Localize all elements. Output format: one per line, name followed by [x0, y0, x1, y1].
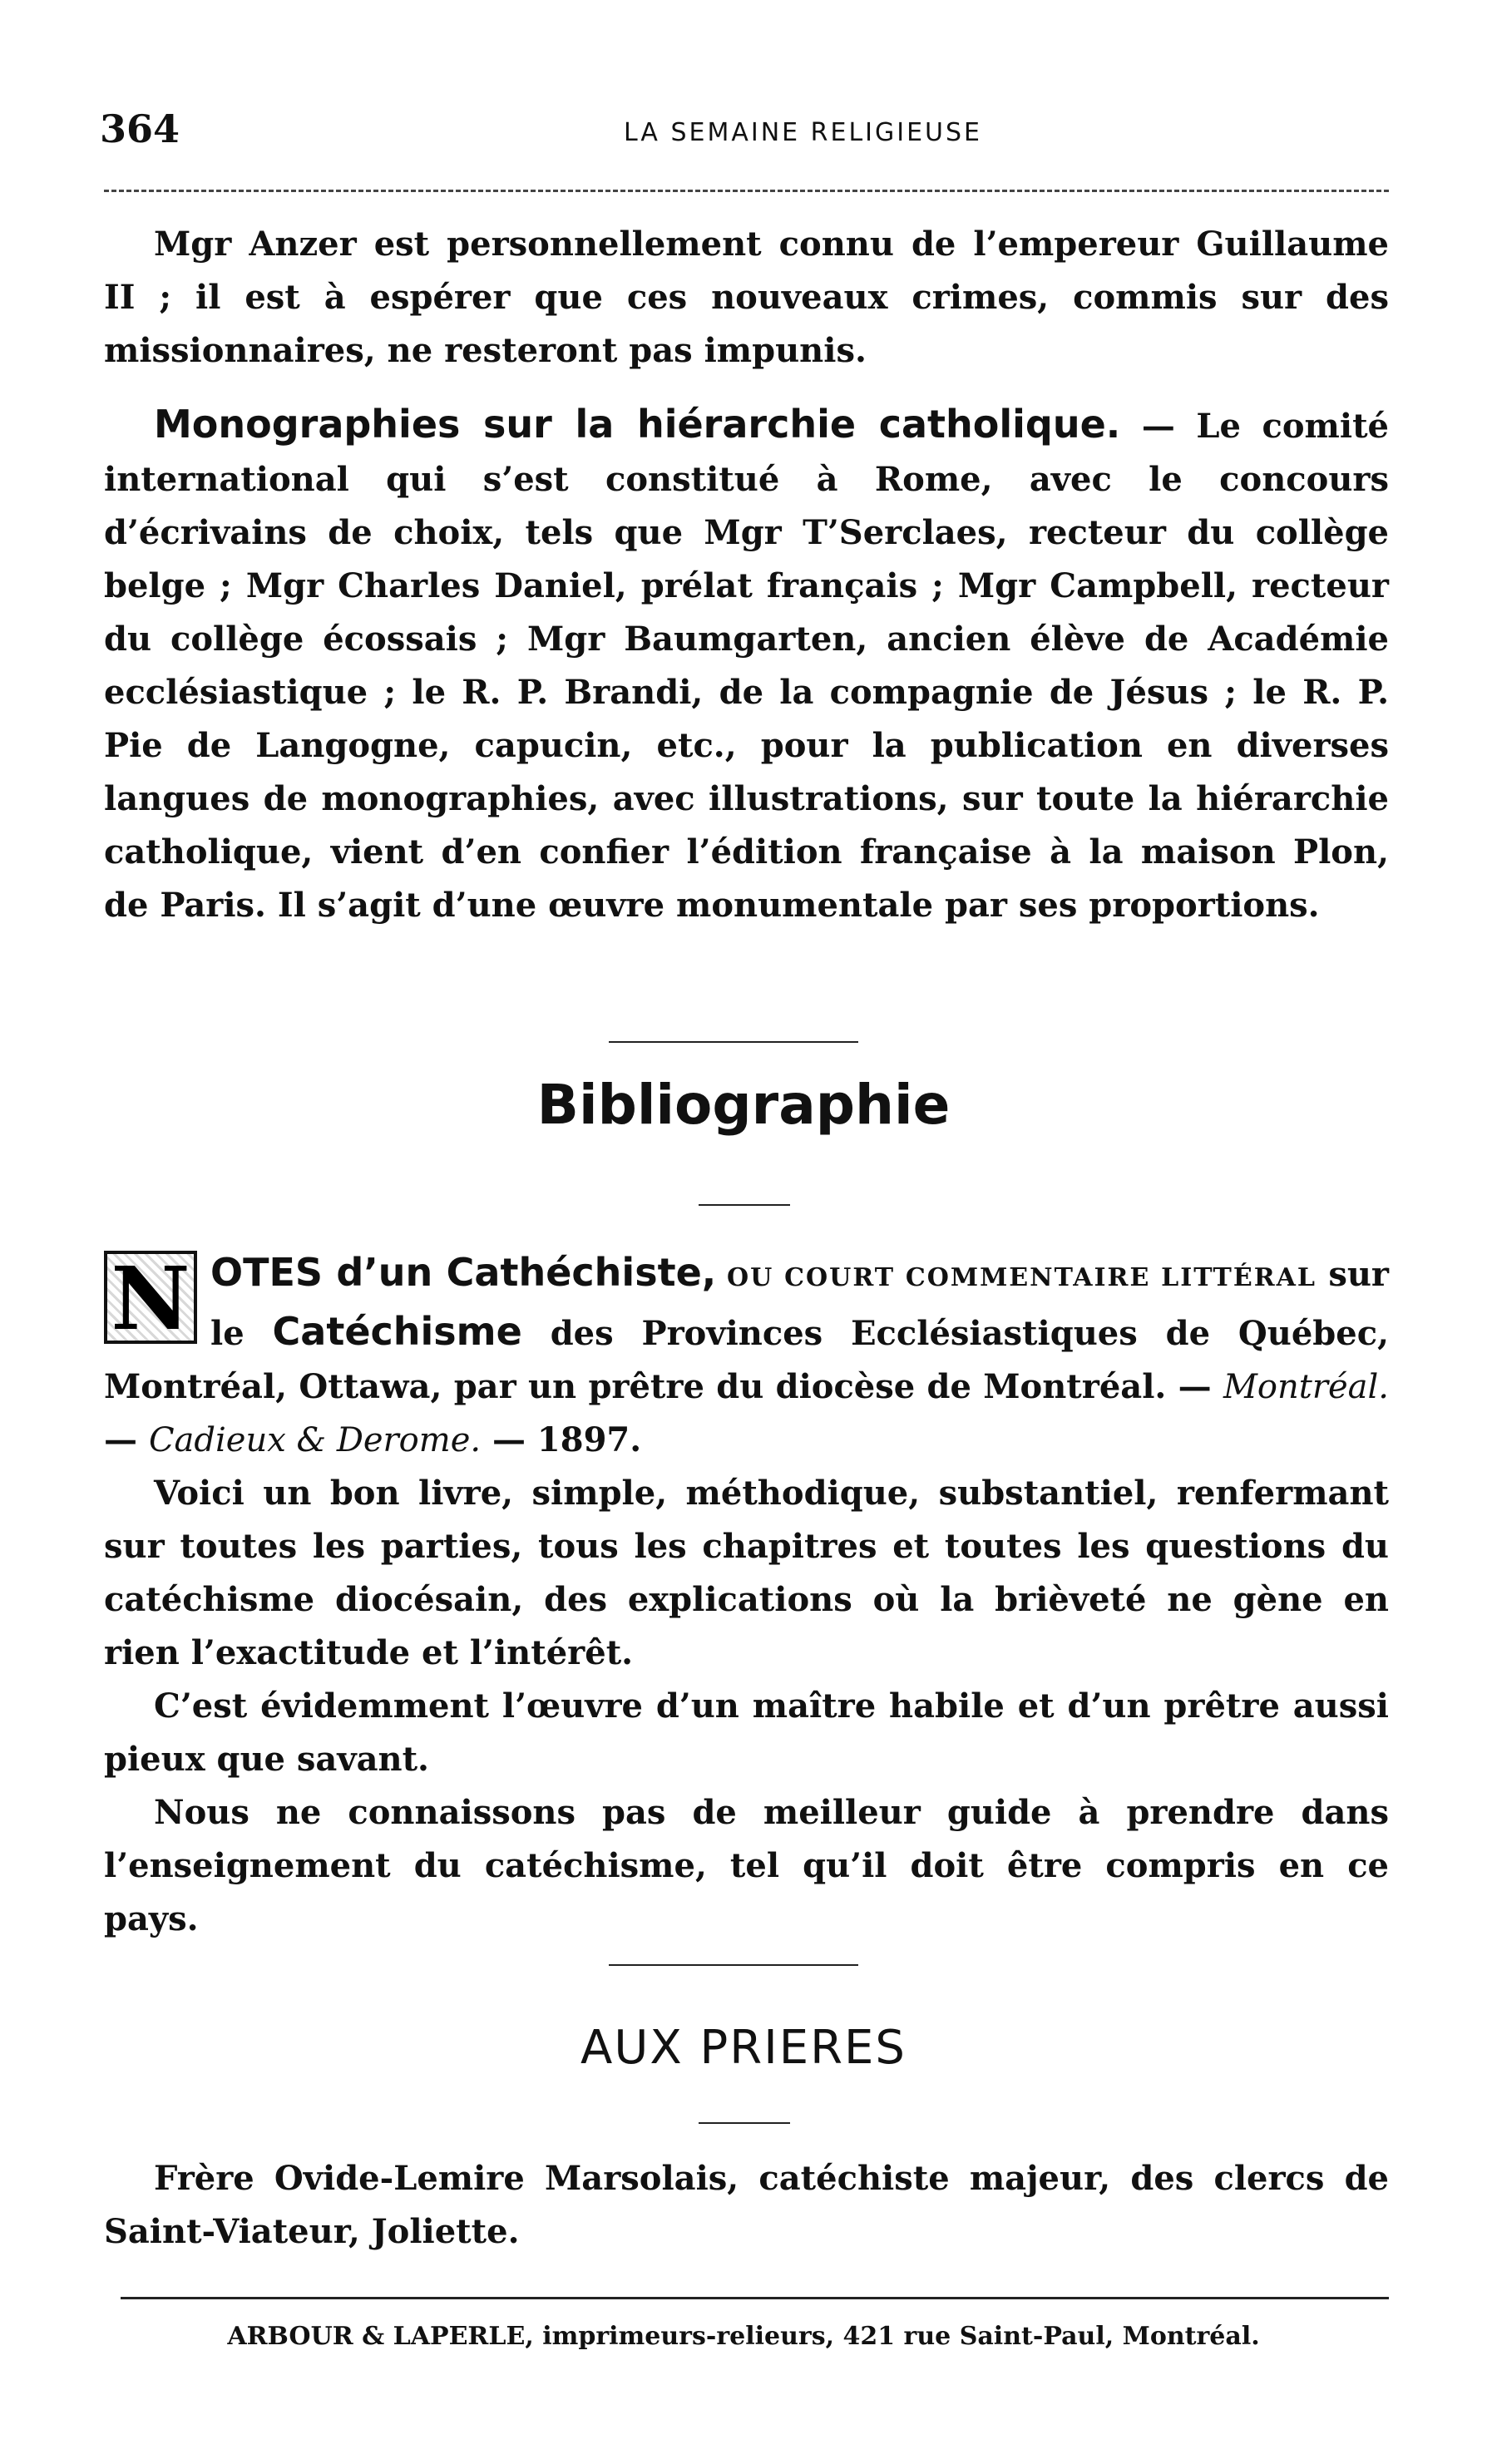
- section-divider-2: [609, 1964, 858, 1966]
- bibliography-publisher: Cadieux & Derome.: [148, 1421, 482, 1459]
- section-divider-1: [609, 1041, 858, 1043]
- page-header: [100, 106, 1389, 156]
- monographs-section: [104, 397, 1389, 932]
- prayers-section: [104, 2152, 1389, 2259]
- printer-imprint: ARBOUR & LAPERLE, imprimeurs-relieurs, 421 rue Saint-Paul, Montréal.: [227, 2322, 1260, 2351]
- bibliography-section: [104, 1246, 1389, 1946]
- dropcap-letter: N: [111, 1247, 190, 1350]
- bibliography-entry-mid: sur le: [210, 1255, 1389, 1353]
- monographs-paragraph: [104, 397, 1389, 932]
- bibliography-entry: [104, 1246, 1389, 1467]
- bibliography-entry-rest: des Provinces Ecclésiastiques de Québec, Montréal, Ottawa, par un prêtre du diocèse de Montréal. —: [104, 1314, 1389, 1406]
- bibliography-entry-title: OTES d’un Cathéchiste,: [210, 1250, 717, 1295]
- dropcap-ornament: [104, 1247, 197, 1350]
- bibliography-entry-subtitle: OU COURT COMMENTAIRE LITTÉRAL: [716, 1263, 1317, 1292]
- monographs-body: — Le comité international qui s’est constitué à Rome, avec le concours d’écrivains de choix, tels que Mgr T’Serclaes, recteur du collège belge ; Mgr Charles Daniel, prélat français ; Mgr Campbell, recteur du collège écossais ; Mgr Baumgarten, ancien élève de Académie ecclésiastique ; le R. P. Brandi, de la compagnie de Jésus ; le R. P. Pie de Langogne, capucin, etc., pour la publication en diverses langues de monographies, avec illustrations, sur toute la hiérarchie catholique, vient d’en confier l’édition française à la maison Plon, de Paris. Il s’agit d’une œuvre monumentale par ses proportions.: [104, 407, 1389, 925]
- bibliography-paragraph: C’est évidemment l’œuvre d’un maître habile et d’un prêtre aussi pieux que savant.: [104, 1686, 1389, 1779]
- header-divider: [104, 190, 1389, 192]
- monographs-heading: Monographies sur la hiérarchie catholique.: [154, 402, 1121, 447]
- prayers-title-rule: [699, 2122, 790, 2124]
- footer-divider: [121, 2297, 1389, 2299]
- bibliography-paragraph: Nous ne connaissons pas de meilleur guide à prendre dans l’enseignement du catéchisme, tel qu’il doit être compris en ce pays.: [104, 1793, 1389, 1938]
- bibliography-entry-title-2: Catéchisme: [272, 1309, 522, 1354]
- bibliography-separator: —: [104, 1420, 149, 1459]
- bibliography-place: Montréal.: [1223, 1368, 1389, 1406]
- page-number: 364: [100, 106, 180, 151]
- bibliography-title-rule: [699, 1204, 790, 1206]
- prayers-title: AUX PRIERES: [580, 2021, 907, 2075]
- running-title: LA SEMAINE RELIGIEUSE: [624, 118, 983, 147]
- intro-section: [104, 218, 1389, 378]
- bibliography-year: — 1897.: [481, 1420, 642, 1459]
- prayers-text: Frère Ovide-Lemire Marsolais, catéchiste majeur, des clercs de Saint-Viateur, Joliette.: [104, 2159, 1389, 2251]
- bibliography-paragraph: Voici un bon livre, simple, méthodique, substantiel, renfermant sur toutes les parties, tous les chapitres et toutes les questions du catéchisme diocésain, des explications où la brièveté ne gène en rien l’exactitude et l’intérêt.: [104, 1474, 1389, 1672]
- intro-paragraph: Mgr Anzer est personnellement connu de l’empereur Guillaume II ; il est à espérer que ces nouveaux crimes, commis sur des missionnaires, ne resteront pas impunis.: [104, 225, 1389, 370]
- bibliography-title: Bibliographie: [536, 1073, 951, 1137]
